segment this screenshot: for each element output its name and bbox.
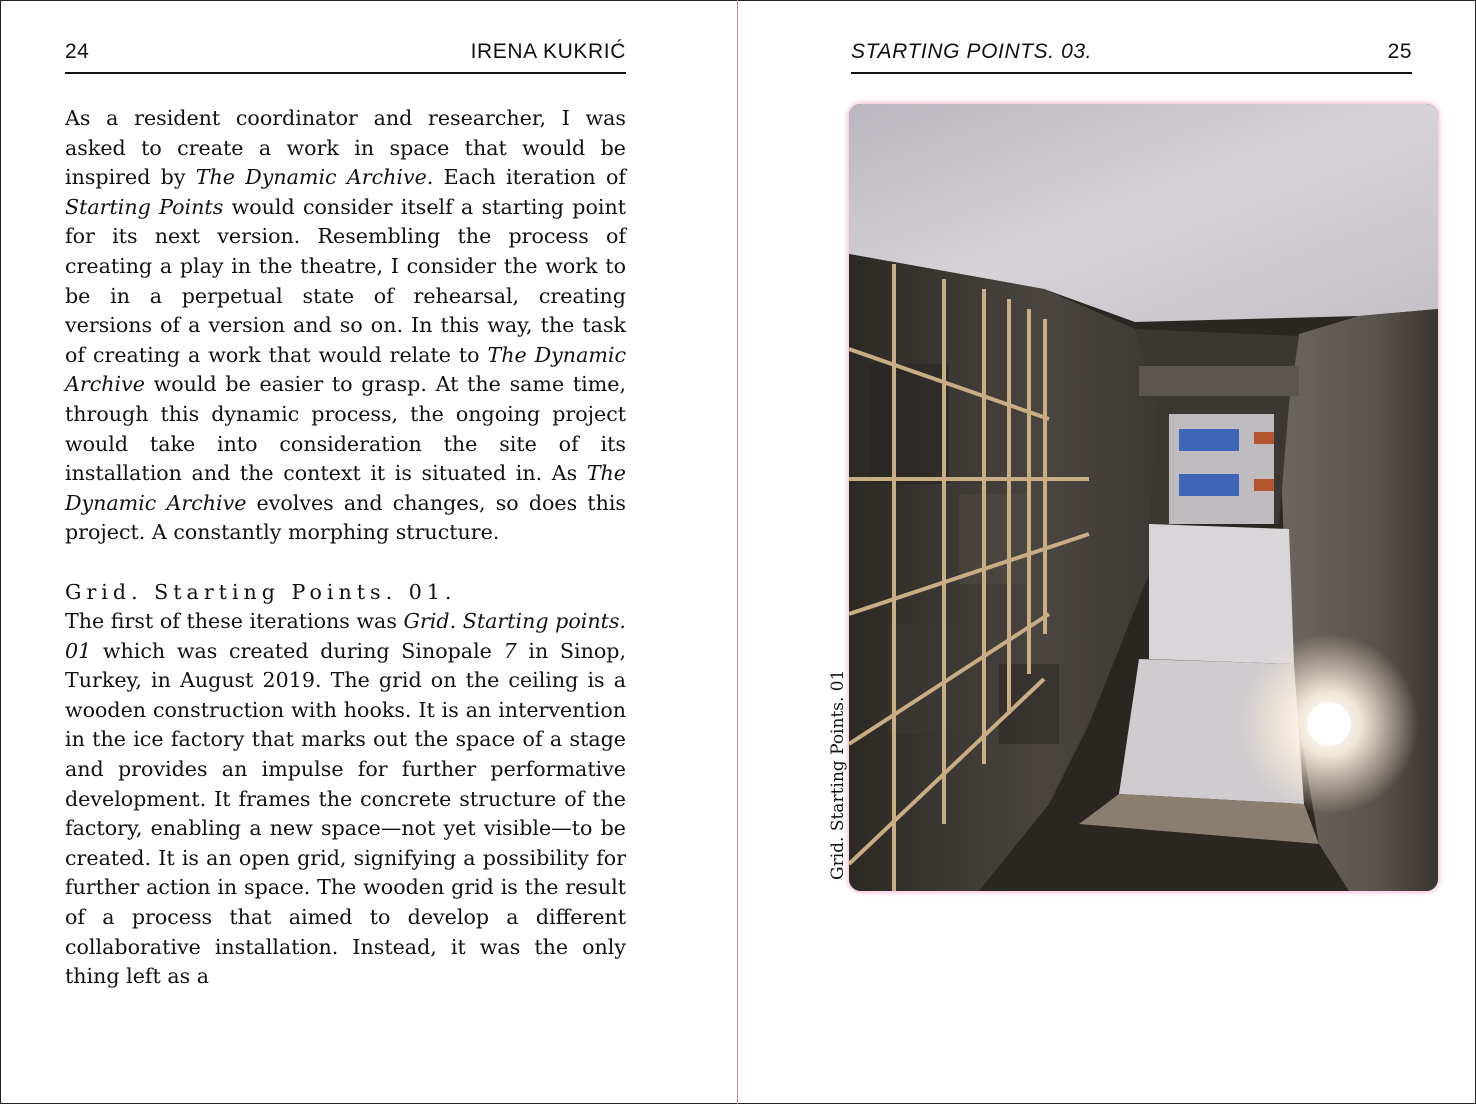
left-page (0, 0, 737, 1104)
page-number: 25 (1387, 40, 1412, 63)
right-page (738, 0, 1475, 1104)
running-header-left (65, 40, 626, 74)
body-text (65, 104, 626, 992)
paragraph-intro: As a resident coordinator and researcher, I was asked to create a work in space that would be inspired by The Dynamic Archive. Each iteration of Starting Points would consider itself a starting point for its next version. Resembling the process of creating a play in the theatre, I consider the work to be in a perpetual state of rehearsal, creating versions of a version and so on. In this way, the task of creating a work that would relate to The Dynamic Archive would be easier to grasp. At the same time, through this dynamic process, the ongoing project would take into consideration the site of its installation and the context it is situated in. As The Dynamic Archive evolves and changes, so does this project. A constantly morphing structure. (65, 106, 626, 545)
running-header-right (851, 40, 1412, 74)
author-name: IRENA KUKRIĆ (470, 40, 626, 63)
chapter-title: STARTING POINTS. 03. (851, 40, 1093, 63)
page-number: 24 (65, 40, 90, 63)
installation-photo (849, 104, 1438, 891)
photo-caption: Grid. Starting Points. 01 (828, 669, 848, 880)
section-heading: Grid. Starting Points. 01. (65, 579, 457, 604)
paragraph-grid: The first of these iterations was Grid. Starting points. 01 which was created during Sinopale 7 in Sinop, Turkey, in August 2019. The grid on the ceiling is a wooden construction with hooks. It is an intervention in the ice factory that marks out the space of a stage and provides an impulse for further performative development. It frames the concrete structure of the factory, enabling a new space—not yet visible—to be created. It is an open grid, signifying a possibility for further action in space. The wooden grid is the result of a process that aimed to develop a different collaborative installation. Instead, it was the only thing left as a (65, 609, 626, 989)
